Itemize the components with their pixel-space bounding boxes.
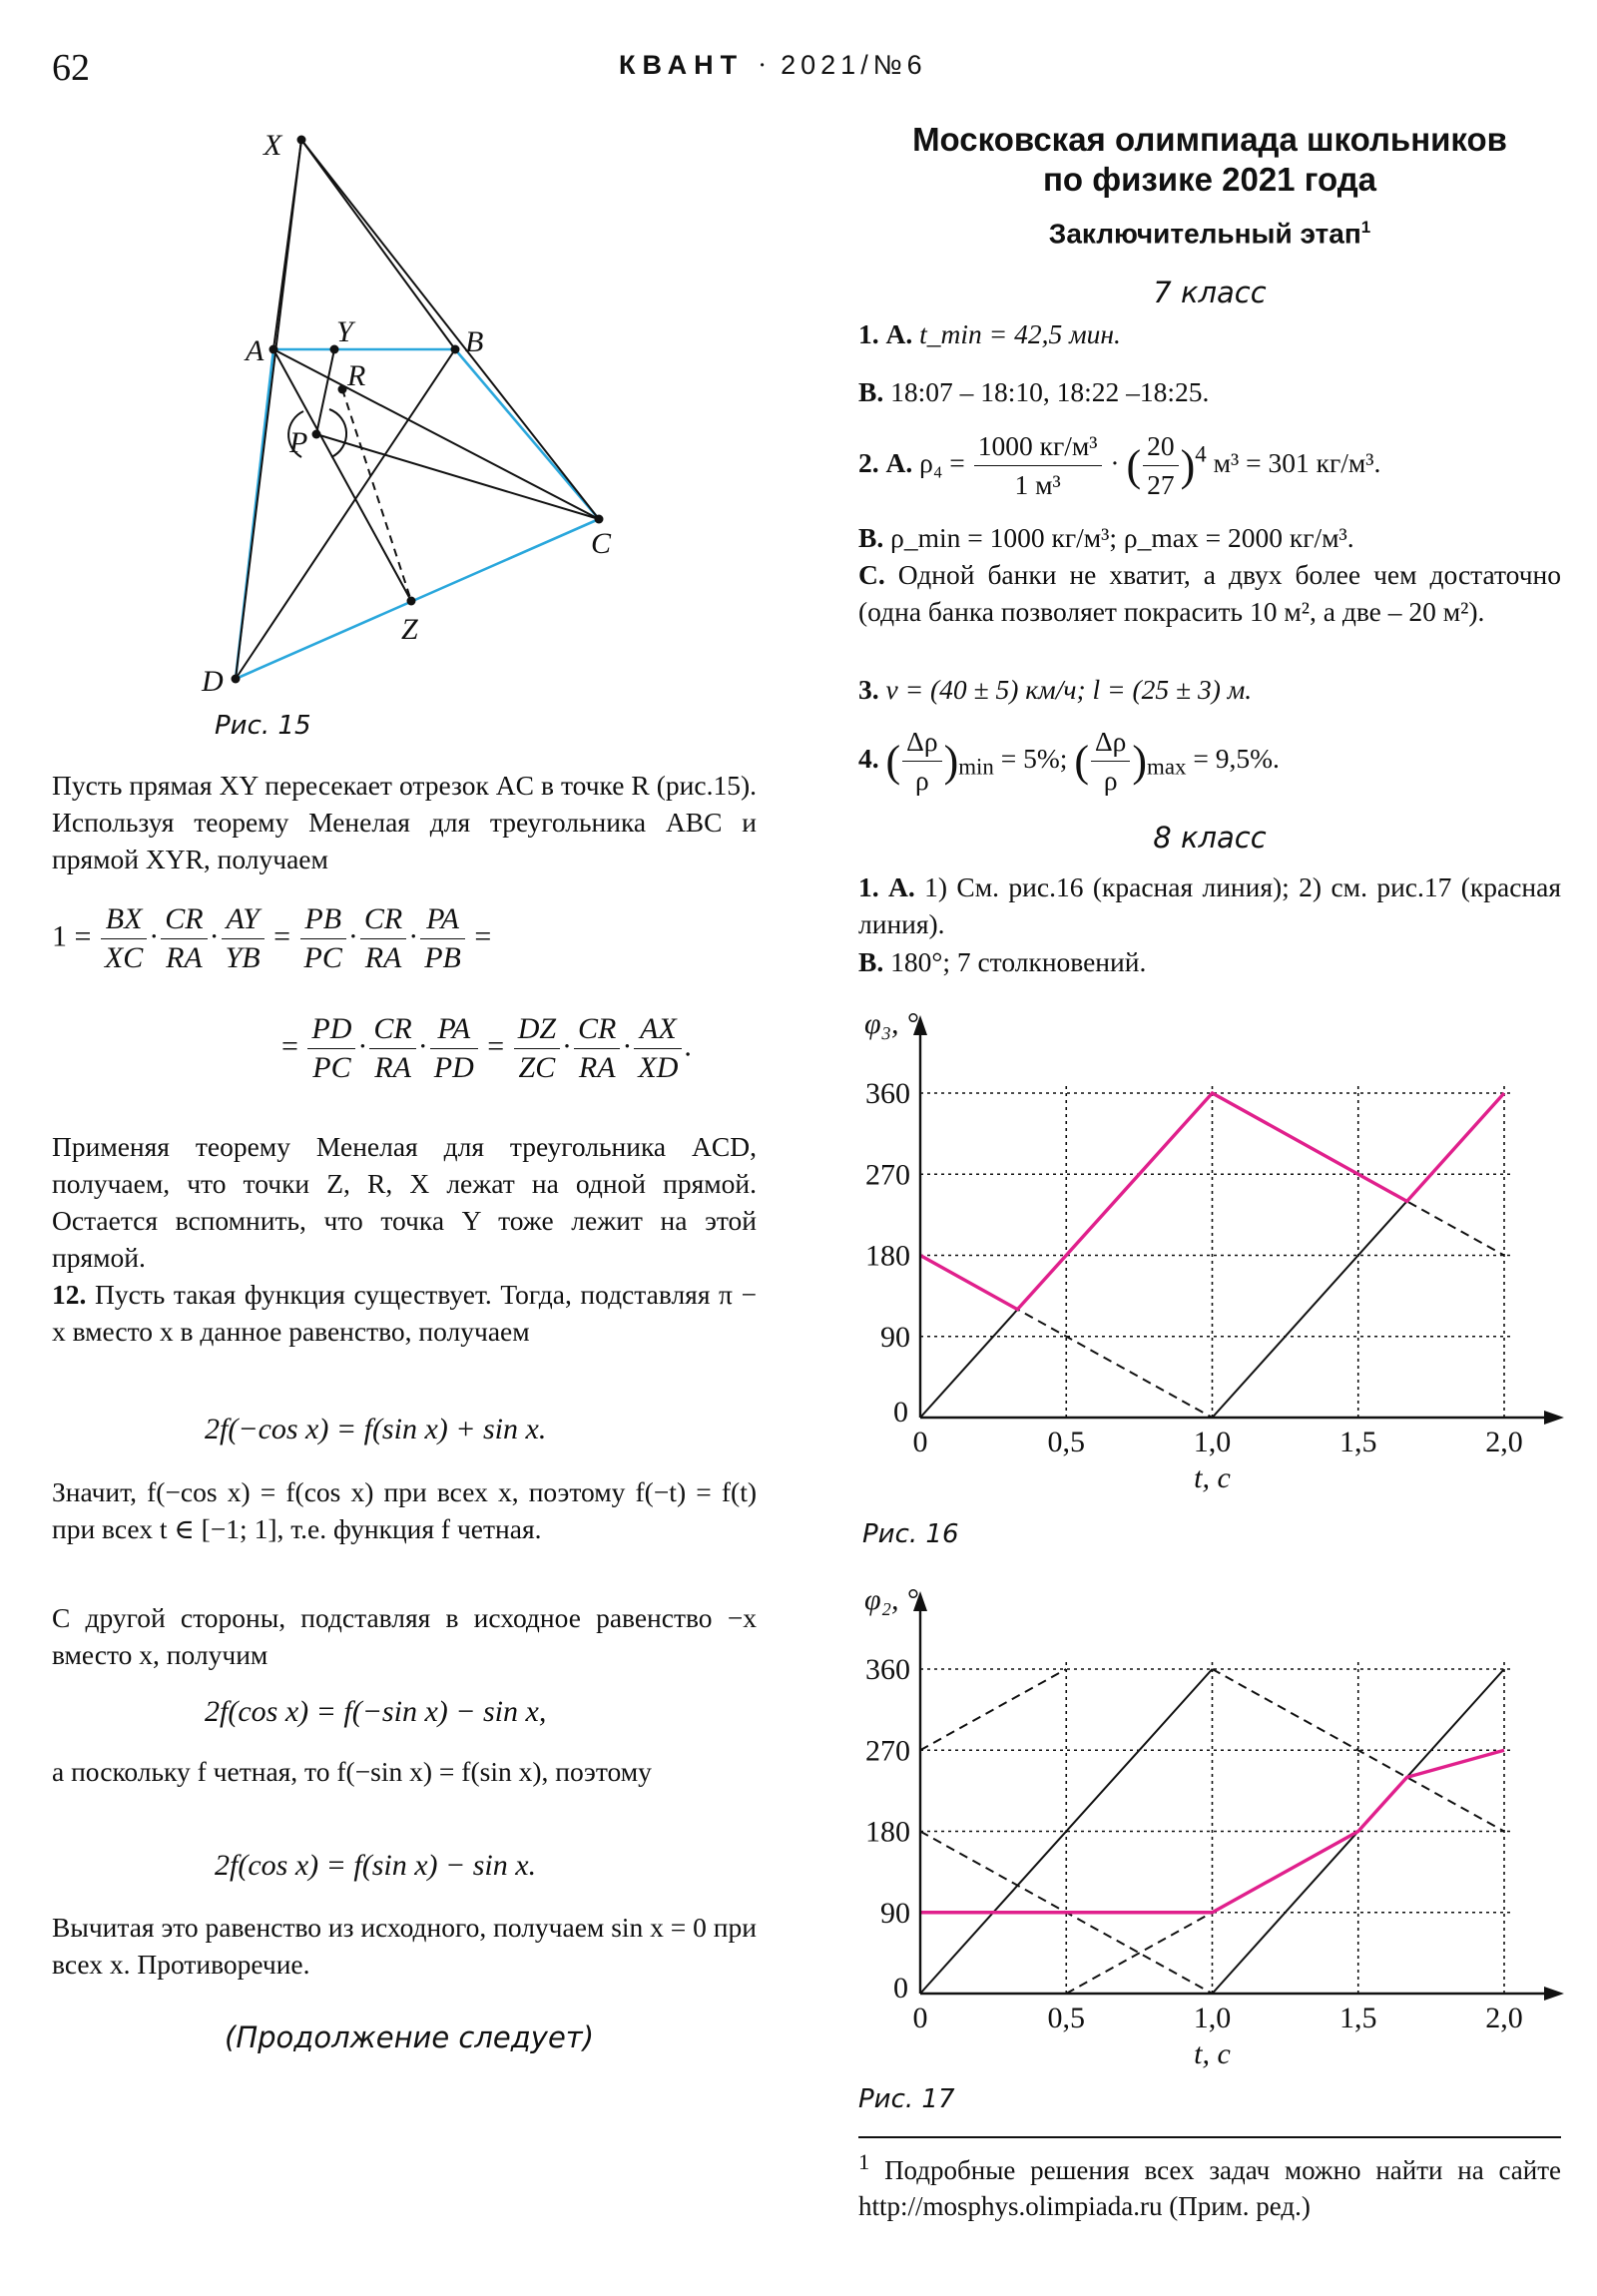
figure-17-chart xyxy=(850,1579,1569,2088)
fraction-denominator: ρ xyxy=(915,765,929,796)
fraction xyxy=(1091,723,1130,800)
eq1-lead: 1 = xyxy=(52,919,92,953)
x-tick-label: 1,5 xyxy=(1339,1426,1377,1458)
fraction-numerator: CR xyxy=(578,1012,617,1045)
dot: · xyxy=(357,1029,368,1063)
fraction xyxy=(101,900,147,977)
problem-12-number: 12. xyxy=(52,1279,87,1310)
fraction xyxy=(974,427,1102,504)
footnote-mark: 1 xyxy=(858,2149,870,2174)
magazine-name: КВАНТ xyxy=(619,50,745,80)
answer-2b xyxy=(858,519,1354,556)
paragraph-menelaus-intro: Пусть прямая XY пересекает отрезок AC в точке R (рис.15). Используя теорему Менелая для треугольника ABC и прямой XYR, получаем xyxy=(52,770,757,874)
fraction-denominator: XC xyxy=(104,941,144,974)
period: . xyxy=(684,1029,692,1063)
fraction-numerator: PA xyxy=(437,1012,471,1045)
running-head xyxy=(619,50,927,81)
answer-text: ρ_min = 1000 кг/м³; ρ_max = 2000 кг/м³. xyxy=(890,522,1354,553)
figure-15 xyxy=(180,120,659,699)
dot: · xyxy=(408,919,419,953)
point-label-x: X xyxy=(264,129,282,162)
problem-12 xyxy=(52,1276,757,1350)
dot: · xyxy=(562,1029,573,1063)
answer-label: С. xyxy=(858,559,885,590)
answer-label: В. xyxy=(858,522,884,553)
y-tick-label: 180 xyxy=(865,1815,910,1849)
article-title-line-1: Московская олимпиада школьников xyxy=(912,121,1507,158)
fraction xyxy=(514,1010,560,1087)
page-number: 62 xyxy=(52,47,90,89)
article-title-line-2: по физике 2021 года xyxy=(1042,161,1377,198)
class-7-heading: 7 класс xyxy=(1153,276,1267,309)
y-axis-label: φ₂, ° xyxy=(864,1583,919,1616)
fraction-denominator: PD xyxy=(433,1051,474,1084)
value-max: = 9,5%. xyxy=(1193,742,1280,774)
fraction-numerator: BX xyxy=(105,902,143,935)
fraction-denominator: RA xyxy=(364,941,402,974)
y-tick-label: 270 xyxy=(865,1158,910,1192)
figure-15-caption: Рис. 15 xyxy=(215,711,311,741)
dot: · xyxy=(417,1029,428,1063)
stage-footnote-mark: 1 xyxy=(1360,218,1371,237)
footnote-text: Подробные решения всех задач можно найти на сайте http://mosphys.olimpiada.ru (Прим. ред.) xyxy=(858,2155,1562,2221)
equation-5: 2f(cos x) = f(sin x) − sin x. xyxy=(215,1849,537,1882)
x-tick-label: 0,5 xyxy=(1047,1426,1085,1458)
fraction-numerator: 20 xyxy=(1143,427,1179,466)
fraction xyxy=(300,900,346,977)
point-label-p: P xyxy=(289,426,308,459)
dot: · xyxy=(149,919,160,953)
header-separator: · xyxy=(758,50,768,80)
answer-8-1a xyxy=(858,868,1561,942)
fraction-denominator: XD xyxy=(638,1051,679,1084)
equation-3: 2f(−cos x) = f(sin x) + sin x. xyxy=(205,1413,547,1445)
footnote-rule xyxy=(858,2136,1561,2138)
fraction xyxy=(634,1010,682,1087)
fraction-denominator: YB xyxy=(225,941,261,974)
paragraph-substitute: С другой стороны, подставляя в исходное равенство −x вместо x, получим xyxy=(52,1602,757,1670)
point-label-c: C xyxy=(591,527,612,560)
fraction-denominator: RA xyxy=(166,941,203,974)
x-axis-arrow-icon xyxy=(1544,1987,1564,2001)
fraction xyxy=(574,1010,620,1087)
fraction-numerator: 1000 кг/м³ xyxy=(974,427,1102,466)
x-tick-label: 2,0 xyxy=(1485,2002,1523,2034)
fraction-numerator: PD xyxy=(311,1012,352,1045)
answer-label: 3. xyxy=(858,674,879,705)
fraction-denominator: 27 xyxy=(1147,469,1175,500)
equals: = xyxy=(474,919,492,953)
paragraph-even: Значит, f(−cos x) = f(cos x) при всех x, поэтому f(−t) = f(t) при всех t ∈ [−1; 1], т.е. функция f четная. xyxy=(52,1476,757,1544)
fraction xyxy=(161,900,207,977)
fraction-denominator: RA xyxy=(578,1051,616,1084)
point-label-z: Z xyxy=(401,613,418,646)
answer-label: 1. А. xyxy=(858,318,913,349)
stage-title xyxy=(858,218,1561,250)
x-tick-label: 1,5 xyxy=(1339,2002,1377,2034)
x-tick-label: 0 xyxy=(912,1426,928,1458)
fraction-numerator: AX xyxy=(640,1012,677,1045)
x-tick-label: 0 xyxy=(912,2002,928,2034)
continued-note: (Продолжение следует) xyxy=(225,2020,595,2054)
point-label-d: D xyxy=(202,665,224,698)
dot: · xyxy=(209,919,220,953)
x-axis-label: t, с xyxy=(1194,2037,1231,2070)
equation-4: 2f(cos x) = f(−sin x) − sin x, xyxy=(205,1695,547,1728)
y-tick-label: 90 xyxy=(880,1320,910,1354)
y-tick-label: 270 xyxy=(865,1734,910,1768)
answer-label: В. xyxy=(858,376,884,407)
subscript-max: max xyxy=(1147,754,1187,780)
y-axis-label: φ₃, ° xyxy=(864,1007,919,1040)
answer-4: 4. ( $\frac{\Delta\rho}{\rho}$ )$_{min} = 5\%$; ( $\frac{\Delta\rho}{\rho}$ )$_{max} = 9,5\%$. xyxy=(858,723,1280,800)
answer-2c xyxy=(858,556,1561,630)
x-tick-label: 2,0 xyxy=(1485,1426,1523,1458)
answer-text: 18:07 – 18:10, 18:22 –18:25. xyxy=(890,376,1210,407)
paragraph-acd: Применяя теорему Менелая для треугольника ACD, получаем, что точки Z, R, X лежат на одной прямой. Остается вспомнить, что точка Y тоже лежит на этой прямой. xyxy=(52,1131,757,1273)
answer-label: 4. xyxy=(858,742,879,774)
fraction-numerator: CR xyxy=(363,902,403,935)
answer-text: t_min = 42,5 мин. xyxy=(919,318,1121,349)
stage-title-text: Заключительный этап xyxy=(1048,218,1361,250)
x-tick-label: 1,0 xyxy=(1193,1426,1232,1458)
point-label-r: R xyxy=(347,359,366,392)
x-axis-label: t, с xyxy=(1194,1461,1231,1494)
point-label-y: Y xyxy=(336,315,353,348)
fraction xyxy=(307,1010,355,1087)
figure-16-caption: Рис. 16 xyxy=(862,1519,959,1549)
fraction xyxy=(430,1010,478,1087)
answer-text: Одной банки не хватит, а двух более чем достаточно (одна банка позволяет покрасить 10 м², а две – 20 м²). xyxy=(858,559,1561,627)
answer-label: 2. А. xyxy=(858,446,913,478)
dot: · xyxy=(347,919,358,953)
fraction-numerator: CR xyxy=(373,1012,412,1045)
fraction-numerator: CR xyxy=(165,902,204,935)
value-min: = 5%; xyxy=(1000,742,1068,774)
y-tick-label: 180 xyxy=(865,1239,910,1273)
fraction-numerator: PA xyxy=(426,902,459,935)
answer-1a xyxy=(858,315,1121,352)
x-axis-arrow-icon xyxy=(1544,1411,1564,1425)
answer-lhs: ρ₄ = xyxy=(919,446,965,478)
y-tick-label: 0 xyxy=(893,1972,908,2005)
fraction xyxy=(1143,427,1179,504)
fraction xyxy=(360,900,406,977)
fraction-denominator: PB xyxy=(424,941,461,974)
fraction-numerator: DZ xyxy=(517,1012,557,1045)
x-tick-label: 1,0 xyxy=(1193,2002,1232,2034)
paragraph-since-even: а поскольку f четная, то f(−sin x) = f(sin x), поэтому xyxy=(52,1756,652,1787)
dot: · xyxy=(622,1029,633,1063)
fraction-denominator: PC xyxy=(312,1051,351,1084)
footnote xyxy=(858,2144,1561,2224)
point-label-b: B xyxy=(465,325,484,358)
equals: = xyxy=(273,919,291,953)
equation-2 xyxy=(281,1010,692,1087)
equals: = xyxy=(281,1029,298,1063)
fraction-numerator: Δρ xyxy=(1091,723,1130,762)
y-tick-label: 0 xyxy=(893,1396,908,1429)
fraction-numerator: Δρ xyxy=(902,723,941,762)
answer-rhs: м³ = 301 кг/м³. xyxy=(1213,446,1381,478)
fraction-denominator: RA xyxy=(374,1051,411,1084)
answer-text: 180°; 7 столкновений. xyxy=(890,946,1147,977)
answer-8-1b xyxy=(858,943,1146,980)
class-8-heading: 8 класс xyxy=(1153,821,1267,855)
fraction-denominator: PC xyxy=(303,941,342,974)
point-label-a: A xyxy=(246,334,265,367)
figure-16-chart xyxy=(850,1003,1569,1532)
fraction-numerator: AY xyxy=(226,902,260,935)
problem-12-text: Пусть такая функция существует. Тогда, подставляя π − x вместо x в данное равенство, получаем xyxy=(52,1279,757,1347)
answer-2a: 2. А. ρ₄ = $\frac{\text{1000 кг/м³}}{\text{1 м³}}$ · ( $\frac{20}{27}$ )$^4$ м³ = 301 кг/м³. xyxy=(858,427,1380,504)
y-tick-label: 360 xyxy=(865,1077,910,1110)
issue-number: 2021/№6 xyxy=(781,50,927,80)
fraction-numerator: PB xyxy=(304,902,342,935)
fraction xyxy=(420,900,465,977)
equals: = xyxy=(487,1029,505,1063)
series-line-dashed xyxy=(920,1669,1066,1750)
y-tick-label: 90 xyxy=(880,1896,910,1930)
fraction xyxy=(369,1010,415,1087)
power: 4 xyxy=(1195,441,1207,467)
answer-text: 1) См. рис.16 (красная линия); 2) см. рис.17 (красная линия). xyxy=(858,871,1562,939)
answer-3 xyxy=(858,671,1252,708)
answer-1b xyxy=(858,373,1209,410)
paragraph-contradiction: Вычитая это равенство из исходного, получаем sin x = 0 при всех x. Противоречие. xyxy=(52,1912,757,1980)
fraction-denominator: 1 м³ xyxy=(1014,469,1061,500)
equation-1 xyxy=(52,900,491,977)
fraction-denominator: ZC xyxy=(518,1051,556,1084)
article-title xyxy=(858,120,1561,200)
answer-label: 1. А. xyxy=(858,871,915,902)
figure-17-caption: Рис. 17 xyxy=(858,2084,955,2114)
answer-label: В. xyxy=(858,946,884,977)
subscript-min: min xyxy=(958,754,994,780)
fraction-denominator: ρ xyxy=(1103,765,1118,796)
fraction xyxy=(222,900,265,977)
fraction xyxy=(902,723,941,800)
y-tick-label: 360 xyxy=(865,1653,910,1686)
answer-text: v = (40 ± 5) км/ч; l = (25 ± 3) м. xyxy=(885,674,1253,705)
x-tick-label: 0,5 xyxy=(1047,2002,1085,2034)
